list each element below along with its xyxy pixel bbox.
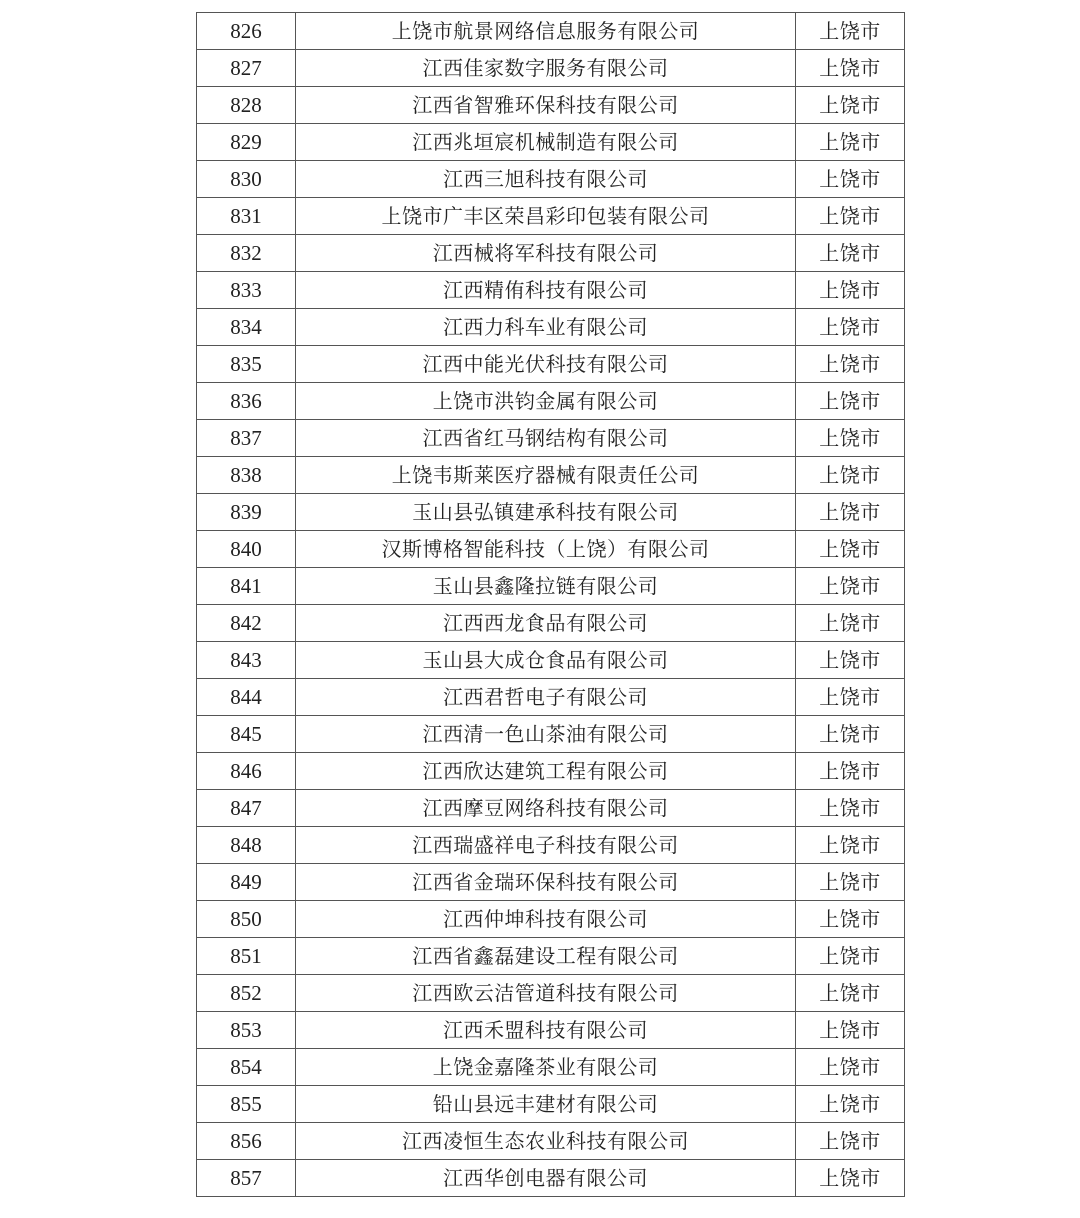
table-row bbox=[197, 13, 905, 50]
table-row bbox=[197, 420, 905, 457]
company-name-cell: 江西摩豆网络科技有限公司 bbox=[296, 790, 796, 827]
company-name-cell: 江西清一色山茶油有限公司 bbox=[296, 716, 796, 753]
row-number-cell: 831 bbox=[197, 198, 296, 235]
table-row bbox=[197, 235, 905, 272]
city-cell: 上饶市 bbox=[796, 1012, 905, 1049]
table-row bbox=[197, 790, 905, 827]
row-number-cell: 857 bbox=[197, 1160, 296, 1197]
row-number-cell: 841 bbox=[197, 568, 296, 605]
company-name-cell: 江西西龙食品有限公司 bbox=[296, 605, 796, 642]
row-number-cell: 856 bbox=[197, 1123, 296, 1160]
row-number-cell: 854 bbox=[197, 1049, 296, 1086]
company-name-cell: 江西力科车业有限公司 bbox=[296, 309, 796, 346]
table-row bbox=[197, 642, 905, 679]
row-number-cell: 846 bbox=[197, 753, 296, 790]
city-cell: 上饶市 bbox=[796, 790, 905, 827]
table-row bbox=[197, 1160, 905, 1197]
city-cell: 上饶市 bbox=[796, 1123, 905, 1160]
company-name-cell: 江西佳家数字服务有限公司 bbox=[296, 50, 796, 87]
table-row bbox=[197, 605, 905, 642]
row-number-cell: 832 bbox=[197, 235, 296, 272]
company-name-cell: 江西欣达建筑工程有限公司 bbox=[296, 753, 796, 790]
company-name-cell: 江西华创电器有限公司 bbox=[296, 1160, 796, 1197]
row-number-cell: 829 bbox=[197, 124, 296, 161]
row-number-cell: 830 bbox=[197, 161, 296, 198]
table-row bbox=[197, 50, 905, 87]
row-number-cell: 843 bbox=[197, 642, 296, 679]
city-cell: 上饶市 bbox=[796, 642, 905, 679]
row-number-cell: 848 bbox=[197, 827, 296, 864]
table-row bbox=[197, 531, 905, 568]
table-row bbox=[197, 161, 905, 198]
table-row bbox=[197, 1012, 905, 1049]
city-cell: 上饶市 bbox=[796, 87, 905, 124]
company-name-cell: 江西精侑科技有限公司 bbox=[296, 272, 796, 309]
city-cell: 上饶市 bbox=[796, 457, 905, 494]
table-row bbox=[197, 272, 905, 309]
city-cell: 上饶市 bbox=[796, 494, 905, 531]
row-number-cell: 835 bbox=[197, 346, 296, 383]
city-cell: 上饶市 bbox=[796, 346, 905, 383]
row-number-cell: 845 bbox=[197, 716, 296, 753]
city-cell: 上饶市 bbox=[796, 50, 905, 87]
city-cell: 上饶市 bbox=[796, 383, 905, 420]
table-row bbox=[197, 864, 905, 901]
row-number-cell: 852 bbox=[197, 975, 296, 1012]
table-row bbox=[197, 87, 905, 124]
row-number-cell: 838 bbox=[197, 457, 296, 494]
table-row bbox=[197, 309, 905, 346]
city-cell: 上饶市 bbox=[796, 975, 905, 1012]
company-name-cell: 江西凌恒生态农业科技有限公司 bbox=[296, 1123, 796, 1160]
row-number-cell: 837 bbox=[197, 420, 296, 457]
row-number-cell: 840 bbox=[197, 531, 296, 568]
table-row bbox=[197, 383, 905, 420]
table-row bbox=[197, 827, 905, 864]
company-name-cell: 汉斯博格智能科技（上饶）有限公司 bbox=[296, 531, 796, 568]
row-number-cell: 849 bbox=[197, 864, 296, 901]
city-cell: 上饶市 bbox=[796, 272, 905, 309]
table-row bbox=[197, 1086, 905, 1123]
city-cell: 上饶市 bbox=[796, 13, 905, 50]
row-number-cell: 826 bbox=[197, 13, 296, 50]
company-name-cell: 江西省鑫磊建设工程有限公司 bbox=[296, 938, 796, 975]
city-cell: 上饶市 bbox=[796, 420, 905, 457]
table-row bbox=[197, 494, 905, 531]
city-cell: 上饶市 bbox=[796, 827, 905, 864]
company-name-cell: 江西瑞盛祥电子科技有限公司 bbox=[296, 827, 796, 864]
table-row bbox=[197, 124, 905, 161]
table-row bbox=[197, 1123, 905, 1160]
company-name-cell: 江西欧云洁管道科技有限公司 bbox=[296, 975, 796, 1012]
city-cell: 上饶市 bbox=[796, 901, 905, 938]
row-number-cell: 833 bbox=[197, 272, 296, 309]
company-name-cell: 玉山县大成仓食品有限公司 bbox=[296, 642, 796, 679]
city-cell: 上饶市 bbox=[796, 198, 905, 235]
row-number-cell: 844 bbox=[197, 679, 296, 716]
company-list-table bbox=[196, 12, 905, 1197]
company-name-cell: 上饶市洪钧金属有限公司 bbox=[296, 383, 796, 420]
city-cell: 上饶市 bbox=[796, 679, 905, 716]
row-number-cell: 828 bbox=[197, 87, 296, 124]
city-cell: 上饶市 bbox=[796, 161, 905, 198]
row-number-cell: 847 bbox=[197, 790, 296, 827]
table-row bbox=[197, 457, 905, 494]
company-name-cell: 上饶韦斯莱医疗器械有限责任公司 bbox=[296, 457, 796, 494]
company-name-cell: 江西省红马钢结构有限公司 bbox=[296, 420, 796, 457]
city-cell: 上饶市 bbox=[796, 753, 905, 790]
row-number-cell: 850 bbox=[197, 901, 296, 938]
company-name-cell: 上饶市航景网络信息服务有限公司 bbox=[296, 13, 796, 50]
row-number-cell: 855 bbox=[197, 1086, 296, 1123]
city-cell: 上饶市 bbox=[796, 938, 905, 975]
company-name-cell: 玉山县弘镇建承科技有限公司 bbox=[296, 494, 796, 531]
row-number-cell: 853 bbox=[197, 1012, 296, 1049]
company-name-cell: 江西省金瑞环保科技有限公司 bbox=[296, 864, 796, 901]
company-name-cell: 上饶市广丰区荣昌彩印包装有限公司 bbox=[296, 198, 796, 235]
company-name-cell: 江西禾盟科技有限公司 bbox=[296, 1012, 796, 1049]
table-row bbox=[197, 346, 905, 383]
row-number-cell: 827 bbox=[197, 50, 296, 87]
company-name-cell: 江西省智雅环保科技有限公司 bbox=[296, 87, 796, 124]
city-cell: 上饶市 bbox=[796, 716, 905, 753]
company-name-cell: 玉山县鑫隆拉链有限公司 bbox=[296, 568, 796, 605]
company-name-cell: 铅山县远丰建材有限公司 bbox=[296, 1086, 796, 1123]
row-number-cell: 834 bbox=[197, 309, 296, 346]
table-row bbox=[197, 679, 905, 716]
city-cell: 上饶市 bbox=[796, 1049, 905, 1086]
city-cell: 上饶市 bbox=[796, 309, 905, 346]
table-row bbox=[197, 568, 905, 605]
table-row bbox=[197, 753, 905, 790]
company-name-cell: 江西君哲电子有限公司 bbox=[296, 679, 796, 716]
company-name-cell: 江西械将军科技有限公司 bbox=[296, 235, 796, 272]
table-row bbox=[197, 198, 905, 235]
table-row bbox=[197, 716, 905, 753]
city-cell: 上饶市 bbox=[796, 605, 905, 642]
table-row bbox=[197, 938, 905, 975]
city-cell: 上饶市 bbox=[796, 1160, 905, 1197]
row-number-cell: 836 bbox=[197, 383, 296, 420]
table-row bbox=[197, 975, 905, 1012]
row-number-cell: 842 bbox=[197, 605, 296, 642]
company-name-cell: 上饶金嘉隆茶业有限公司 bbox=[296, 1049, 796, 1086]
city-cell: 上饶市 bbox=[796, 1086, 905, 1123]
company-name-cell: 江西中能光伏科技有限公司 bbox=[296, 346, 796, 383]
row-number-cell: 851 bbox=[197, 938, 296, 975]
table-body bbox=[197, 13, 905, 1197]
table-row bbox=[197, 901, 905, 938]
city-cell: 上饶市 bbox=[796, 124, 905, 161]
city-cell: 上饶市 bbox=[796, 864, 905, 901]
table-row bbox=[197, 1049, 905, 1086]
company-name-cell: 江西兆垣宸机械制造有限公司 bbox=[296, 124, 796, 161]
company-name-cell: 江西仲坤科技有限公司 bbox=[296, 901, 796, 938]
city-cell: 上饶市 bbox=[796, 531, 905, 568]
city-cell: 上饶市 bbox=[796, 235, 905, 272]
company-name-cell: 江西三旭科技有限公司 bbox=[296, 161, 796, 198]
city-cell: 上饶市 bbox=[796, 568, 905, 605]
row-number-cell: 839 bbox=[197, 494, 296, 531]
